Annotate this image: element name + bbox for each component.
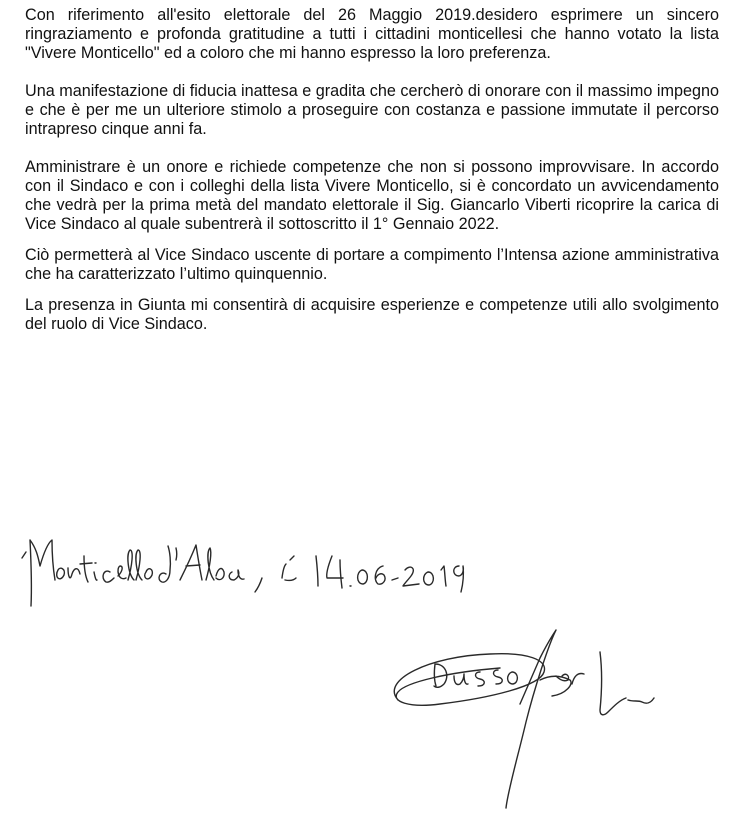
handwritten-place-date [22, 540, 463, 606]
paragraph-commitment: Una manifestazione di fiducia inattesa e gradita che cercherò di onorare con il massimo impegno e che è per me un ulteriore stimolo a proseguire con costanza e passione immutate il percorso intrapreso cinque anni fa. [25, 82, 719, 138]
paragraph-outgoing-vice-mayor: Ciò permetterà al Vice Sindaco uscente di portare a compimento l’Intensa azione amministrativa che ha caratterizzato l’ultimo quinquennio. [25, 246, 719, 283]
paragraph-junta-role: La presenza in Giunta mi consentirà di acquisire esperienze e competenze utili allo svolgimento del ruolo di Vice Sindaco. [25, 296, 719, 333]
letter-body [25, 6, 719, 334]
handwritten-signature [394, 630, 654, 808]
paragraph-thanks: Con riferimento all'esito elettorale del 26 Maggio 2019.desidero esprimere un sincero ringraziamento e profonda gratitudine a tutti i cittadini monticellesi che hanno votato la lista "Vivere Monticello" ed a coloro che mi hanno espresso la loro preferenza. [25, 6, 719, 62]
paragraph-rotation-agreement: Amministrare è un onore e richiede competenze che non si possono improvvisare. In accordo con il Sindaco e con i colleghi della lista Vivere Monticello, si è concordato un avvicendamento che vedrà per la prima metà del mandato elettorale il Sig. Giancarlo Viberti ricoprire la carica di Vice Sindaco al quale subentrerà il sottoscritto il 1° Gennaio 2022. [25, 158, 719, 233]
